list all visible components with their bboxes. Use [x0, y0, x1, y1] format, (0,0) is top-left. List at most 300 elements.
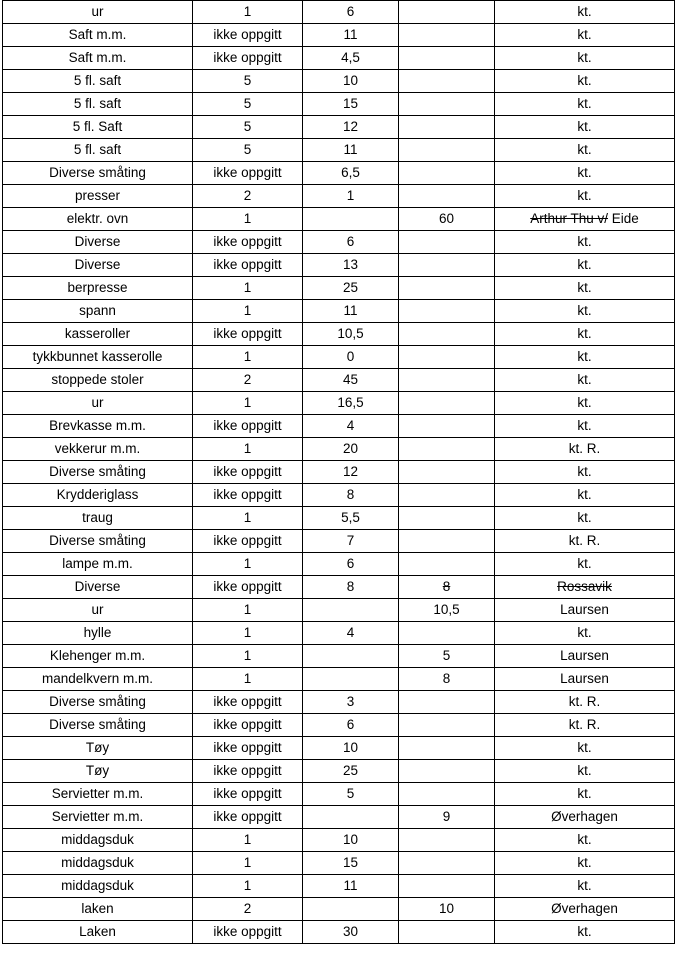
- cell-quantity: [193, 369, 303, 392]
- cell-value: [303, 737, 399, 760]
- cell-quantity: [193, 185, 303, 208]
- cell-item: [3, 231, 193, 254]
- cell-item-text: Diverse: [74, 579, 121, 594]
- cell-quantity: [193, 277, 303, 300]
- cell-quantity-text: ikke oppgitt: [213, 694, 282, 709]
- cell-extra: [399, 921, 495, 944]
- cell-item: [3, 553, 193, 576]
- table-row: [3, 829, 675, 852]
- table-row: [3, 806, 675, 829]
- cell-quantity-text: ikke oppgitt: [213, 326, 282, 341]
- cell-quantity: [193, 783, 303, 806]
- table-row: [3, 185, 675, 208]
- cell-quantity: [193, 921, 303, 944]
- cell-buyer-text: kt.: [577, 349, 592, 364]
- cell-extra: [399, 415, 495, 438]
- table-row: [3, 760, 675, 783]
- cell-extra: [399, 254, 495, 277]
- cell-item-text: 5 fl. Saft: [72, 119, 123, 134]
- cell-extra-text: 9: [442, 809, 451, 824]
- cell-item-text: berpresse: [67, 280, 128, 295]
- cell-item: [3, 346, 193, 369]
- inventory-table: [2, 0, 675, 944]
- cell-item: [3, 93, 193, 116]
- table-row: [3, 691, 675, 714]
- cell-quantity-text: ikke oppgitt: [213, 50, 282, 65]
- cell-item-text: Klehenger m.m.: [49, 648, 146, 663]
- cell-item: [3, 300, 193, 323]
- cell-extra: [399, 576, 495, 599]
- cell-value: [303, 645, 399, 668]
- cell-quantity-text: 1: [243, 602, 252, 617]
- cell-buyer: [495, 1, 675, 24]
- cell-quantity-text: ikke oppgitt: [213, 487, 282, 502]
- cell-item-text: Saft m.m.: [68, 50, 127, 65]
- cell-item-text: 5 fl. saft: [73, 73, 122, 88]
- cell-buyer-text: kt. R.: [568, 717, 601, 732]
- cell-item-text: Servietter m.m.: [51, 809, 144, 824]
- cell-buyer: [495, 829, 675, 852]
- cell-item: [3, 116, 193, 139]
- cell-quantity-text: ikke oppgitt: [213, 533, 282, 548]
- table-row: [3, 875, 675, 898]
- cell-value-text: 12: [342, 119, 359, 134]
- cell-value: [303, 93, 399, 116]
- cell-quantity-text: ikke oppgitt: [213, 717, 282, 732]
- cell-value: [303, 277, 399, 300]
- cell-item: [3, 783, 193, 806]
- cell-item-text: lampe m.m.: [62, 556, 133, 571]
- cell-value-text: 8: [346, 487, 355, 502]
- cell-value: [303, 507, 399, 530]
- cell-buyer: [495, 875, 675, 898]
- cell-extra: [399, 116, 495, 139]
- cell-item-text: Tøy: [85, 763, 110, 778]
- cell-buyer-text: kt.: [577, 510, 592, 525]
- cell-buyer: [495, 116, 675, 139]
- cell-buyer: [495, 553, 675, 576]
- cell-buyer: [495, 392, 675, 415]
- table-row: [3, 139, 675, 162]
- cell-value-text: 5: [346, 786, 355, 801]
- cell-item-text: stoppede stoler: [51, 372, 144, 387]
- cell-extra: [399, 139, 495, 162]
- cell-item: [3, 806, 193, 829]
- cell-item-text: laken: [81, 901, 114, 916]
- cell-buyer-text: kt.: [577, 855, 592, 870]
- cell-buyer-text: kt.: [577, 27, 592, 42]
- cell-item: [3, 530, 193, 553]
- cell-value: [303, 829, 399, 852]
- cell-buyer: [495, 576, 675, 599]
- cell-extra: [399, 691, 495, 714]
- cell-value: [303, 806, 399, 829]
- cell-value: [303, 70, 399, 93]
- cell-quantity: [193, 323, 303, 346]
- cell-quantity-text: ikke oppgitt: [213, 579, 282, 594]
- table-row: [3, 898, 675, 921]
- cell-extra: [399, 1, 495, 24]
- table-row: [3, 70, 675, 93]
- cell-item: [3, 139, 193, 162]
- cell-item-text: hylle: [83, 625, 112, 640]
- cell-quantity: [193, 116, 303, 139]
- cell-buyer: [495, 208, 675, 231]
- cell-extra: [399, 70, 495, 93]
- cell-buyer-text: kt.: [577, 763, 592, 778]
- cell-quantity-text: 1: [243, 211, 252, 226]
- cell-item-text: 5 fl. saft: [73, 96, 122, 111]
- cell-item-text: ur: [91, 395, 104, 410]
- cell-item: [3, 70, 193, 93]
- cell-quantity: [193, 24, 303, 47]
- cell-quantity-text: 1: [243, 671, 252, 686]
- cell-buyer-text: kt.: [577, 487, 592, 502]
- cell-quantity: [193, 875, 303, 898]
- table-row: [3, 714, 675, 737]
- table-row: [3, 24, 675, 47]
- cell-quantity-text: 1: [243, 349, 252, 364]
- cell-quantity: [193, 553, 303, 576]
- cell-value-text: 25: [342, 280, 359, 295]
- cell-item-text: Diverse småting: [49, 464, 146, 479]
- cell-extra: [399, 231, 495, 254]
- cell-value: [303, 392, 399, 415]
- cell-buyer-text: kt.: [577, 418, 592, 433]
- cell-quantity: [193, 231, 303, 254]
- cell-buyer-text: kt.: [577, 50, 592, 65]
- cell-buyer: [495, 668, 675, 691]
- cell-buyer-text: kt. R.: [568, 441, 601, 456]
- cell-quantity-text: ikke oppgitt: [213, 257, 282, 272]
- cell-item: [3, 392, 193, 415]
- table-row: [3, 783, 675, 806]
- cell-quantity-text: ikke oppgitt: [213, 234, 282, 249]
- cell-extra: [399, 185, 495, 208]
- cell-quantity: [193, 576, 303, 599]
- cell-value: [303, 875, 399, 898]
- cell-extra: [399, 898, 495, 921]
- cell-quantity-text: 1: [243, 855, 252, 870]
- cell-item: [3, 507, 193, 530]
- cell-quantity: [193, 760, 303, 783]
- cell-quantity-text: 1: [243, 395, 252, 410]
- cell-quantity: [193, 93, 303, 116]
- cell-value-text: 6: [346, 4, 355, 19]
- table-row: [3, 576, 675, 599]
- cell-value-text: 12: [342, 464, 359, 479]
- cell-quantity-text: 5: [243, 96, 252, 111]
- cell-quantity: [193, 70, 303, 93]
- cell-extra: [399, 737, 495, 760]
- cell-value: [303, 185, 399, 208]
- cell-value-text: 8: [346, 579, 355, 594]
- cell-item-text: kasseroller: [64, 326, 131, 341]
- cell-value: [303, 346, 399, 369]
- cell-buyer-text: kt.: [577, 303, 592, 318]
- table-row: [3, 392, 675, 415]
- table-row: [3, 461, 675, 484]
- table-row: [3, 921, 675, 944]
- cell-buyer-text: kt.: [577, 280, 592, 295]
- cell-quantity: [193, 622, 303, 645]
- cell-item-text: Laken: [79, 924, 116, 939]
- cell-item-text: traug: [82, 510, 113, 525]
- cell-extra: [399, 484, 495, 507]
- cell-value-text: 30: [342, 924, 359, 939]
- cell-extra-text: 5: [442, 648, 451, 663]
- cell-quantity-text: 1: [243, 303, 252, 318]
- cell-quantity: [193, 300, 303, 323]
- cell-item: [3, 47, 193, 70]
- cell-buyer-text: Laursen: [560, 648, 609, 663]
- cell-value-text: 11: [343, 27, 358, 42]
- cell-buyer: [495, 300, 675, 323]
- cell-item-text: ur: [91, 602, 104, 617]
- cell-buyer: [495, 277, 675, 300]
- inventory-rows: [3, 1, 675, 944]
- cell-item: [3, 438, 193, 461]
- cell-buyer-text: kt.: [577, 165, 592, 180]
- struck-text: Arthur Thu v/: [530, 211, 608, 226]
- cell-quantity-text: 1: [243, 832, 252, 847]
- table-row: [3, 93, 675, 116]
- table-row: [3, 369, 675, 392]
- cell-buyer-text: kt.: [577, 786, 592, 801]
- cell-value-text: 4: [346, 625, 355, 640]
- cell-quantity-text: 5: [243, 73, 252, 88]
- cell-quantity: [193, 645, 303, 668]
- cell-quantity: [193, 668, 303, 691]
- cell-extra: [399, 875, 495, 898]
- cell-value: [303, 231, 399, 254]
- table-row: [3, 231, 675, 254]
- cell-buyer: [495, 93, 675, 116]
- cell-extra: [399, 93, 495, 116]
- table-row: [3, 852, 675, 875]
- cell-value-text: 10: [342, 73, 359, 88]
- cell-item-text: middagsduk: [61, 832, 134, 847]
- cell-buyer: [495, 852, 675, 875]
- cell-buyer: [495, 346, 675, 369]
- cell-buyer: [495, 921, 675, 944]
- cell-value: [303, 1, 399, 24]
- table-row: [3, 277, 675, 300]
- table-row: [3, 162, 675, 185]
- table-row: [3, 438, 675, 461]
- cell-buyer: [495, 783, 675, 806]
- cell-quantity-text: 5: [243, 142, 252, 157]
- cell-quantity-text: ikke oppgitt: [213, 165, 282, 180]
- cell-value-text: 11: [343, 878, 358, 893]
- table-row: [3, 208, 675, 231]
- cell-quantity-text: 1: [243, 510, 252, 525]
- cell-value-text: 25: [342, 763, 359, 778]
- cell-item: [3, 162, 193, 185]
- cell-quantity-text: 5: [243, 119, 252, 134]
- cell-quantity-text: 2: [243, 372, 252, 387]
- cell-quantity: [193, 392, 303, 415]
- cell-quantity: [193, 507, 303, 530]
- cell-quantity-text: ikke oppgitt: [213, 464, 282, 479]
- struck-text: Rossavik: [557, 579, 612, 594]
- cell-buyer-text: Laursen: [560, 602, 609, 617]
- cell-value-text: 45: [342, 372, 359, 387]
- cell-item: [3, 24, 193, 47]
- cell-item: [3, 691, 193, 714]
- cell-value-text: 10: [342, 740, 359, 755]
- cell-extra: [399, 277, 495, 300]
- table-row: [3, 668, 675, 691]
- cell-quantity-text: 1: [243, 4, 252, 19]
- cell-extra: [399, 369, 495, 392]
- cell-quantity: [193, 208, 303, 231]
- cell-quantity-text: ikke oppgitt: [213, 786, 282, 801]
- cell-item-text: ur: [91, 4, 104, 19]
- cell-value: [303, 323, 399, 346]
- cell-buyer-text: kt.: [577, 73, 592, 88]
- cell-buyer-text: Eide: [608, 211, 639, 226]
- cell-quantity: [193, 806, 303, 829]
- cell-buyer: [495, 461, 675, 484]
- cell-extra: [399, 599, 495, 622]
- cell-value-text: 4,5: [341, 50, 360, 65]
- cell-buyer: [495, 737, 675, 760]
- table-row: [3, 553, 675, 576]
- cell-quantity-text: 1: [243, 556, 252, 571]
- cell-buyer: [495, 415, 675, 438]
- cell-buyer-text: kt.: [577, 4, 592, 19]
- table-row: [3, 254, 675, 277]
- cell-item-text: Krydderiglass: [56, 487, 139, 502]
- cell-item-text: Servietter m.m.: [51, 786, 144, 801]
- cell-quantity: [193, 1, 303, 24]
- cell-value-text: 10: [342, 832, 359, 847]
- cell-item: [3, 898, 193, 921]
- cell-item: [3, 1, 193, 24]
- table-row: [3, 116, 675, 139]
- cell-item: [3, 576, 193, 599]
- cell-quantity-text: 1: [243, 648, 252, 663]
- cell-value-text: 4: [346, 418, 355, 433]
- cell-value-text: 15: [342, 855, 359, 870]
- cell-item: [3, 185, 193, 208]
- cell-extra: [399, 392, 495, 415]
- cell-buyer: [495, 898, 675, 921]
- cell-extra-text: 60: [438, 211, 455, 226]
- cell-quantity: [193, 162, 303, 185]
- cell-extra-text: 10,5: [433, 602, 460, 617]
- cell-extra: [399, 829, 495, 852]
- table-row: [3, 300, 675, 323]
- cell-buyer: [495, 438, 675, 461]
- cell-item-text: Diverse småting: [49, 717, 146, 732]
- cell-buyer-text: kt. R.: [568, 694, 601, 709]
- cell-item: [3, 323, 193, 346]
- cell-buyer: [495, 47, 675, 70]
- cell-quantity-text: 2: [243, 188, 252, 203]
- cell-buyer: [495, 24, 675, 47]
- cell-value-text: 6: [346, 556, 355, 571]
- cell-buyer-text: kt.: [577, 740, 592, 755]
- cell-value: [303, 898, 399, 921]
- cell-buyer-text: kt.: [577, 625, 592, 640]
- cell-extra: [399, 461, 495, 484]
- cell-item: [3, 254, 193, 277]
- cell-quantity: [193, 852, 303, 875]
- cell-buyer-text: Øverhagen: [551, 809, 618, 824]
- cell-buyer: [495, 645, 675, 668]
- cell-value-text: 6: [346, 717, 355, 732]
- cell-value-text: 0: [346, 349, 355, 364]
- cell-value: [303, 691, 399, 714]
- cell-quantity-text: 1: [243, 280, 252, 295]
- cell-extra: [399, 553, 495, 576]
- cell-item-text: spann: [79, 303, 116, 318]
- cell-value: [303, 369, 399, 392]
- cell-extra: [399, 300, 495, 323]
- cell-item-text: Diverse småting: [49, 694, 146, 709]
- cell-value: [303, 461, 399, 484]
- cell-value-text: 15: [342, 96, 359, 111]
- cell-value-text: 1: [346, 188, 355, 203]
- cell-buyer: [495, 507, 675, 530]
- cell-value-text: 6: [346, 234, 355, 249]
- cell-buyer-text: kt. R.: [568, 533, 601, 548]
- cell-quantity: [193, 254, 303, 277]
- cell-value: [303, 415, 399, 438]
- cell-item-text: middagsduk: [61, 878, 134, 893]
- cell-value: [303, 300, 399, 323]
- cell-extra: [399, 668, 495, 691]
- cell-value: [303, 576, 399, 599]
- cell-quantity: [193, 461, 303, 484]
- cell-buyer: [495, 162, 675, 185]
- cell-quantity: [193, 438, 303, 461]
- cell-buyer: [495, 714, 675, 737]
- cell-buyer: [495, 691, 675, 714]
- cell-item: [3, 415, 193, 438]
- cell-value: [303, 139, 399, 162]
- cell-item-text: vekkerur m.m.: [54, 441, 141, 456]
- cell-buyer-text: kt.: [577, 556, 592, 571]
- cell-item: [3, 461, 193, 484]
- cell-extra: [399, 714, 495, 737]
- cell-extra: [399, 208, 495, 231]
- cell-value-text: 7: [346, 533, 355, 548]
- cell-extra: [399, 323, 495, 346]
- table-row: [3, 645, 675, 668]
- cell-item-text: middagsduk: [61, 855, 134, 870]
- cell-buyer-text: kt.: [577, 464, 592, 479]
- cell-item: [3, 852, 193, 875]
- cell-item: [3, 645, 193, 668]
- cell-buyer: [495, 369, 675, 392]
- cell-quantity: [193, 898, 303, 921]
- cell-buyer: [495, 323, 675, 346]
- cell-item: [3, 760, 193, 783]
- cell-quantity: [193, 346, 303, 369]
- cell-item-text: Saft m.m.: [68, 27, 127, 42]
- cell-value: [303, 760, 399, 783]
- cell-value-text: 10,5: [337, 326, 364, 341]
- cell-extra: [399, 24, 495, 47]
- table-row: [3, 323, 675, 346]
- cell-value: [303, 162, 399, 185]
- cell-value: [303, 484, 399, 507]
- cell-item-text: Diverse: [74, 234, 121, 249]
- cell-value: [303, 599, 399, 622]
